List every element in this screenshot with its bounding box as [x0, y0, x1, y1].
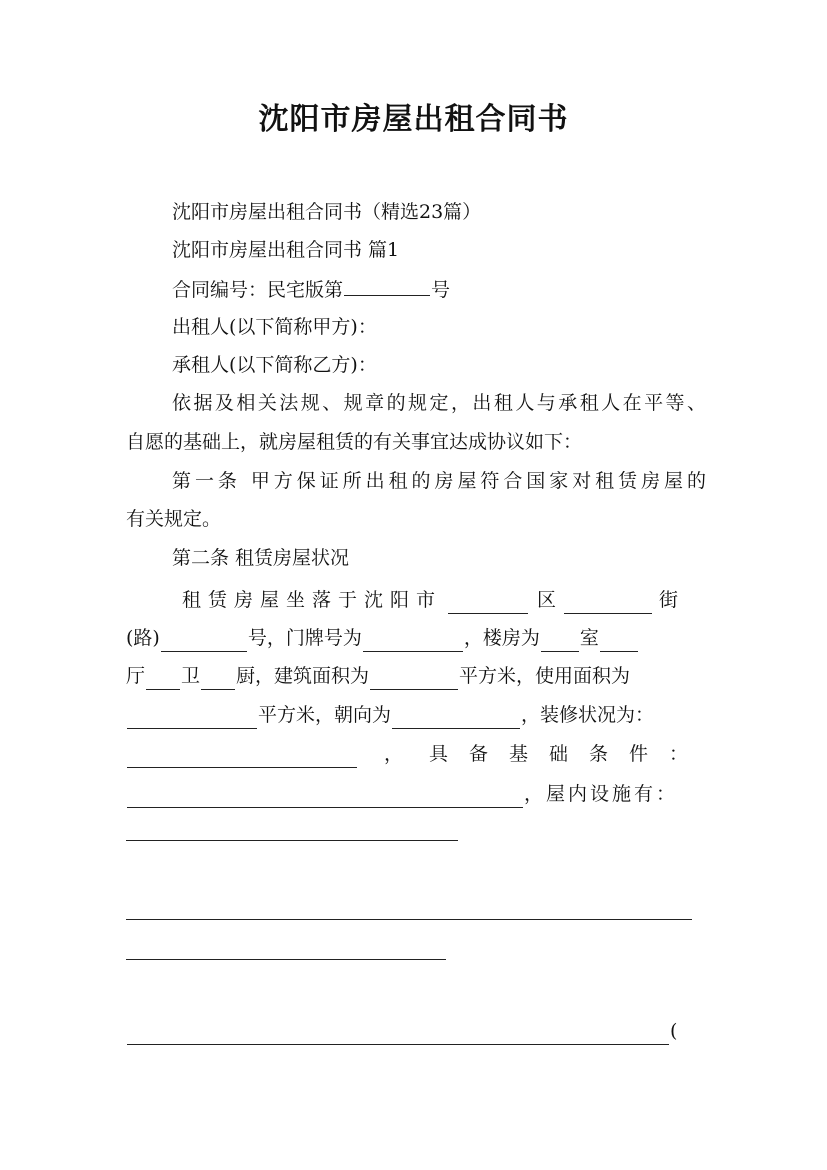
address-line [182, 586, 700, 614]
decoration-label: ，装修状况为： [521, 704, 655, 726]
usable-area-blank [127, 708, 257, 729]
road-label: (路) [126, 627, 160, 649]
facilities-blank [126, 919, 692, 920]
house-number-blank [161, 631, 247, 652]
area-line [126, 662, 630, 690]
contract-number-label: 合同编号：民宅版第 [172, 279, 344, 301]
hall-count-blank [600, 631, 638, 652]
document-title: 沈阳市房屋出租合同书 [258, 102, 569, 137]
room-label: 室 [579, 627, 599, 649]
street-blank [564, 593, 652, 614]
building-area-blank [370, 669, 458, 690]
orientation-line [126, 701, 654, 729]
address-label: 租赁房屋坐落于沈阳市 [182, 589, 443, 611]
orientation-blank [392, 708, 520, 729]
orientation-label: 平方米，朝向为 [258, 704, 392, 726]
door-number-blank [363, 631, 463, 652]
district-label: 区 [537, 589, 557, 611]
facilities-line [126, 780, 678, 808]
room-count-blank [541, 631, 579, 652]
article-one-line: 有关规定。 [126, 508, 222, 530]
article-one-line: 第一条 甲方保证所出租的房屋符合国家对租赁房屋的 [172, 470, 706, 492]
contract-number-line [172, 275, 450, 304]
hall-label: 厅 [126, 665, 146, 687]
article-two-heading: 第二条 租赁房屋状况 [172, 547, 350, 569]
paragraph-line: 依据及相关法规、规章的规定，出租人与承租人在平等、 [172, 392, 706, 414]
bath-label: 卫 [181, 665, 201, 687]
lessor-line: 出租人(以下简称甲方)： [172, 316, 377, 338]
building-area-label: 厨，建筑面积为 [236, 665, 370, 687]
section-heading: 沈阳市房屋出租合同书 篇1 [172, 239, 400, 261]
decoration-blank [127, 747, 357, 768]
blank-line [126, 1017, 677, 1045]
contract-number-blank [344, 275, 430, 296]
district-blank [448, 593, 528, 614]
comma: ， [384, 743, 404, 765]
open-paren: ( [670, 1020, 678, 1042]
kitchen-count-blank [201, 669, 235, 690]
door-number-label: 号，门牌号为 [247, 627, 362, 649]
house-number-line [126, 624, 639, 652]
contract-number-suffix: 号 [431, 279, 451, 301]
facilities-blank [126, 959, 446, 960]
building-label: ，楼房为 [463, 627, 540, 649]
lessee-line: 承租人(以下简称乙方)： [172, 354, 377, 376]
street-label: 街 [659, 589, 679, 611]
facilities-label: ，屋内设施有： [524, 783, 679, 805]
usable-area-label: 平方米，使用面积为 [459, 665, 631, 687]
conditions-line [126, 740, 709, 768]
paragraph-line: 自愿的基础上，就房屋租赁的有关事宜达成协议如下： [126, 431, 583, 453]
conditions-label: 具备基础条件： [429, 743, 710, 765]
fill-in-blank [127, 1024, 669, 1045]
facilities-blank [126, 840, 458, 841]
bath-count-blank [146, 669, 180, 690]
subtitle-line: 沈阳市房屋出租合同书（精选23篇） [172, 201, 482, 223]
conditions-blank [127, 787, 523, 808]
